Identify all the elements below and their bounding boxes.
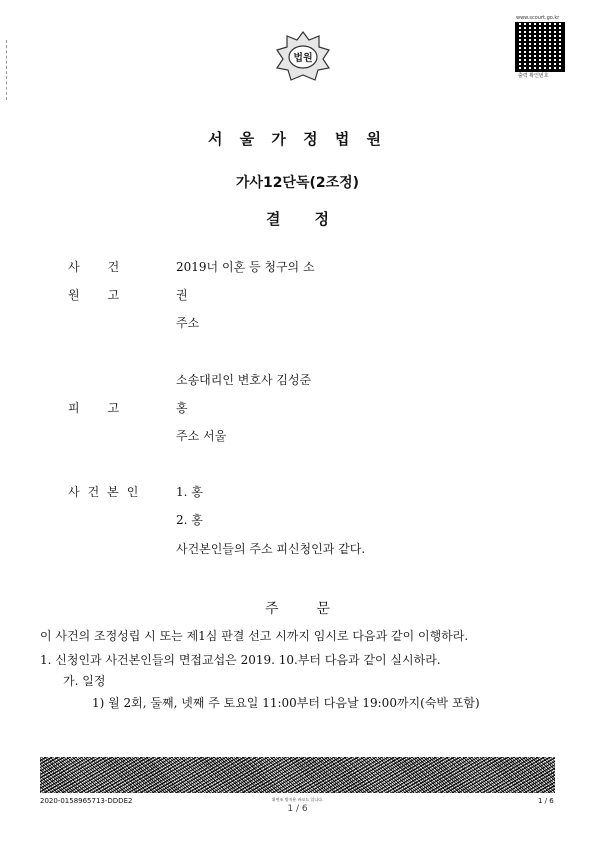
principal-label: 사건본인	[68, 485, 147, 499]
seal-text: 법원	[293, 53, 313, 64]
document-id: 2020-0158965713-DDDE2	[40, 797, 133, 805]
defendant-name: 홍	[176, 401, 188, 415]
court-name: 서 울 가 정 법 원	[207, 130, 388, 148]
order-line-3: 가. 일정	[63, 674, 106, 688]
margin-marks	[6, 40, 8, 100]
site-url: www.scourt.go.kr	[516, 15, 560, 21]
defendant-address: 주소 서울	[176, 429, 227, 443]
defendant-label: 피고	[68, 401, 148, 415]
page-number: 1 / 6	[538, 797, 554, 805]
qr-code	[515, 22, 565, 72]
qr-caption: 출력 확인번호	[518, 73, 549, 79]
principal-address: 사건본인들의 주소 피신청인과 같다.	[176, 542, 366, 556]
page-number-center: 1 / 6	[287, 804, 308, 814]
order-line-4: 1) 월 2회, 둘째, 넷째 주 토요일 11:00부터 다음날 19:00까지(숙박 포함)	[92, 696, 480, 710]
court-seal-icon	[271, 28, 335, 84]
anti-forgery-barcode	[40, 757, 555, 793]
plaintiff-address: 주소	[176, 316, 200, 330]
barcode-note: 위변조 방지용 바코드 입니다.	[271, 797, 324, 802]
case-number: 가사12단독(2조정)	[235, 175, 360, 191]
document-kind: 결정	[266, 210, 363, 228]
case-value: 2019너 이혼 등 청구의 소	[176, 260, 315, 274]
plaintiff-label: 원고	[68, 288, 148, 302]
order-line-1: 이 사건의 조정성립 시 또는 제1심 판결 선고 시까지 임시로 다음과 같이 이행하라.	[40, 629, 469, 643]
order-line-2: 1. 신청인과 사건본인들의 면접교섭은 2019. 10.부터 다음과 같이 실시하라.	[40, 653, 441, 667]
plaintiff-name: 권	[176, 288, 188, 302]
order-heading: 주문	[264, 601, 369, 617]
case-label: 사건	[68, 260, 148, 274]
principal-1: 1. 홍	[176, 485, 203, 499]
principal-2: 2. 홍	[176, 513, 203, 527]
plaintiff-agent: 소송대리인 변호사 김성준	[176, 373, 312, 387]
